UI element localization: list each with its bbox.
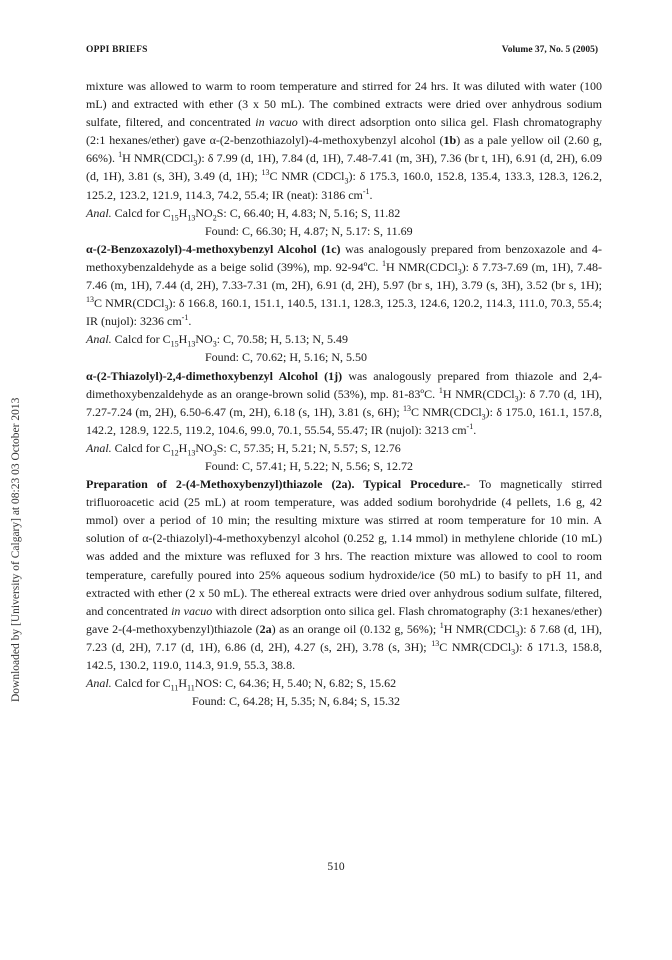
journal-name: OPPI BRIEFS bbox=[86, 45, 148, 55]
analysis-calcd-1j: Anal. Calcd for $C_{12}H_{13}NO_3S$: C, 57.35; H, 5.21; N, 5.57; S, 12.76 bbox=[86, 440, 401, 458]
analysis-found-1b: Found: C, 66.30; H, 4.87; N, 5.17: S, 11.69 bbox=[205, 223, 413, 238]
download-watermark: Downloaded by [University of Calgary] at 08:23 03 October 2013 bbox=[10, 397, 22, 702]
analysis-calcd-2a: Anal. Calcd for $C_{11}H_{11}NOS$: C, 64.36; H, 5.40; N, 6.82; S, 15.62 bbox=[86, 676, 397, 693]
article-body bbox=[86, 77, 602, 710]
page-number: 510 bbox=[327, 861, 345, 873]
analysis-found-2a: Found: C, 64.28; H, 5.35; N, 6.84; S, 15.32 bbox=[192, 694, 401, 709]
running-header bbox=[86, 45, 598, 59]
procedure-paragraph-1j: α-(2-Thiazolyl)-2,4-dimethoxybenzyl Alcohol (1j) was analogously prepared from thiazole and 2,4-dimethoxybenzaldehyde as an orange-brown solid (53%), mp. 81-83ºC. $^1$H NMR(CDCl$_3$): δ 7.70 (d, 1H), 7.27-7.24 (m, 2H), 6.50-6.47 (m, 2H), 6.18 (s, 1H), 3.81 (s, 6H); $^{13}$C NMR(CDCl$_3$): δ 175.0, 161.1, 157.8, 142.2, 128.9, 122.5, 119.2, 104.6, 99.0, 70.1, 55.54, 55.47; IR (nujol): 3213 $cm^{-1}$. bbox=[86, 368, 602, 437]
analysis-found-1c: Found: C, 70.62; H, 5.16; N, 5.50 bbox=[205, 350, 368, 365]
volume-info: Volume 37, No. 5 (2005) bbox=[501, 45, 598, 55]
procedure-paragraph-1b: mixture was allowed to warm to room temperature and stirred for 24 hrs. It was diluted with water (100 mL) and extracted with ether (3 x 50 mL). The combined extracts were dried over anhydrous sodium sulfate, filtered, and concentrated in vacuo with direct adsorption onto silica gel. Flash chromatography (2:1 hexanes/ether) gave α-(2-benzothiazolyl)-4-methoxybenzyl alcohol (1b) as a pale yellow oil (2.60 g, 66%). $^1$H NMR(CDCl$_3$): δ 7.99 (d, 1H), 7.84 (d, 1H), 7.48-7.41 (m, 3H), 7.36 (br t, 1H), 6.91 (d, 2H), 6.09 (d, 1H), 3.81 (s, 3H), 3.49 (d, 1H); $^{13}$C NMR (CDCl$_3$): δ 175.3, 160.0, 152.8, 135.4, 133.3, 128.3, 126.2, 125.2, 123.2, 121.9, 114.3, 74.2, 55.4; IR (neat): 3186 $cm^{-1}$. bbox=[86, 79, 603, 202]
procedure-paragraph-1c: α-(2-Benzoxazolyl)-4-methoxybenzyl Alcohol (1c) was analogously prepared from benzoxazole and 4-methoxybenzaldehyde as a beige solid (39%), mp. 92-94ºC. $^1$H NMR(CDCl$_3$): δ 7.73-7.69 (m, 1H), 7.48-7.46 (m, 1H), 7.44 (d, 2H), 7.33-7.31 (m, 2H), 6.91 (d, 2H), 5.97 (br s, 1H), 3.79 (s, 3H), 3.52 (br s, 1H); $^{13}$C NMR(CDCl$_3$): δ 166.8, 160.1, 151.1, 140.5, 131.1, 128.3, 125.3, 124.6, 120.2, 114.3, 111.0, 70.3, 55.4; IR (nujol): 3236 $cm^{-1}$. bbox=[86, 241, 602, 329]
procedure-paragraph-2a: Preparation of 2-(4-Methoxybenzyl)thiazole (2a). Typical Procedure.- To magnetically stirred trifluoroacetic acid (25 mL) at room temperature, was added sodium borohydride (4 pellets, 1.6 g, 42 mmol) over a period of 10 min; the resulting mixture was stirred at room temperature for 10 min. A solution of α-(2-thiazolyl)-4-methoxybenzyl alcohol (0.252 g, 1.14 mmol) in methylene chloride (10 mL) was added and the mixture was refluxed for 3 hrs. The reaction mixture was allowed to cool to room temperature, carefully poured into 25% aqueous sodium hydroxide/ice (50 mL) to basify to pH 11, and extracted with ether (2 x 50 mL). The ethereal extracts were dried over anhydrous sodium sulfate, filtered, and concentrated in vacuo with direct adsorption onto silica gel. Flash chromatography (3:1 hexanes/ether) gave 2-(4-methoxybenzyl)thiazole (2a) as an orange oil (0.132 g, 56%); $^1$H NMR(CDCl$_3$): δ 7.68 (d, 1H), 7.23 (d, 2H), 7.17 (d, 1H), 6.86 (d, 2H), 4.27 (s, 2H), 3.78 (s, 3H); $^{13}$C NMR(CDCl$_3$): δ 171.3, 158.8, 142.5, 130.2, 119.0, 114.3, 91.9, 55.3, 38.8. bbox=[86, 477, 603, 672]
analysis-calcd-1c: Anal. Calcd for $C_{15}H_{13}NO_3$: C, 70.58; H, 5.13; N, 5.49 bbox=[86, 332, 349, 349]
analysis-found-1j: Found: C, 57.41; H, 5.22; N, 5.56; S, 12.72 bbox=[205, 458, 414, 473]
analysis-calcd-1b: Anal. Calcd for $C_{15}H_{13}NO_2S$: C, 66.40; H, 4.83; N, 5.16; S, 11.82 bbox=[86, 205, 401, 223]
